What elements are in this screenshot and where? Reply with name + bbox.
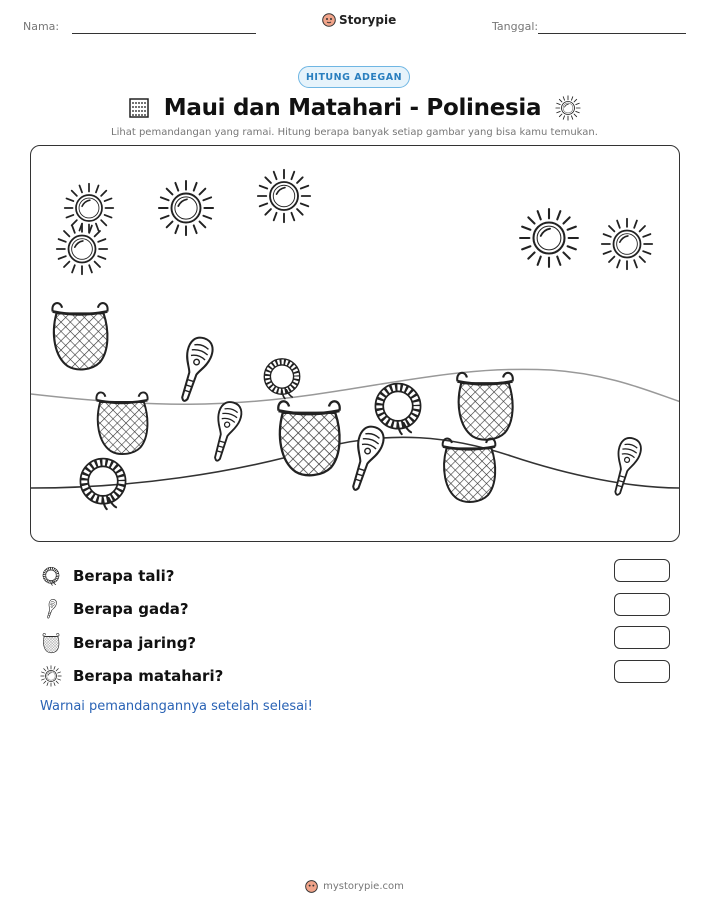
question-row [40, 660, 670, 694]
mascot-icon [322, 13, 336, 27]
sun-icon [555, 95, 581, 121]
question-text: Berapa matahari? [73, 667, 224, 686]
page-title: Maui dan Matahari - Polinesia [163, 95, 542, 121]
question-row [40, 626, 670, 660]
answer-box-club[interactable] [614, 593, 670, 616]
scene-sun [157, 179, 215, 237]
answer-box-rope[interactable] [614, 559, 670, 582]
counting-scene [30, 145, 680, 542]
footer [0, 880, 709, 893]
scene-sun [55, 222, 109, 276]
club-icon [40, 598, 62, 620]
activity-badge: HITUNG ADEGAN [298, 66, 410, 88]
scene-net [47, 298, 113, 374]
question-row [40, 593, 670, 627]
title-row [0, 92, 709, 124]
instructions: Lihat pemandangan yang ramai. Hitung berapa banyak setiap gambar yang bisa kamu temukan. [111, 127, 598, 138]
net-icon [40, 632, 62, 654]
worksheet-header [0, 0, 709, 50]
date-field[interactable] [538, 33, 686, 34]
brand-logo [322, 13, 396, 27]
date-label: Tanggal: [492, 20, 539, 33]
rope-icon [40, 565, 62, 587]
scene-net [451, 368, 519, 444]
mascot-icon [305, 880, 318, 893]
scene-sun [518, 207, 580, 269]
sun-icon [40, 665, 62, 687]
question-row [40, 559, 670, 593]
brand-name: Storypie [339, 13, 397, 27]
scene-rope [260, 354, 304, 402]
question-text: Berapa jaring? [73, 633, 197, 652]
tapa-pattern-icon [128, 97, 150, 119]
scene-net [91, 388, 153, 458]
scene-net [271, 396, 347, 480]
scene-sun [256, 168, 312, 224]
question-text: Berapa gada? [73, 600, 189, 619]
name-label: Nama: [23, 20, 60, 33]
question-text: Berapa tali? [73, 566, 175, 585]
question-list [40, 559, 670, 693]
name-field[interactable] [72, 33, 256, 34]
answer-box-net[interactable] [614, 626, 670, 649]
scene-rope [75, 454, 131, 512]
scene-net [437, 434, 501, 506]
coloring-note: Warnai pemandangannya setelah selesai! [40, 699, 313, 714]
answer-box-sun[interactable] [614, 660, 670, 683]
scene-sun [600, 217, 654, 271]
scene-rope [370, 378, 426, 438]
footer-url[interactable]: mystorypie.com [323, 881, 404, 892]
